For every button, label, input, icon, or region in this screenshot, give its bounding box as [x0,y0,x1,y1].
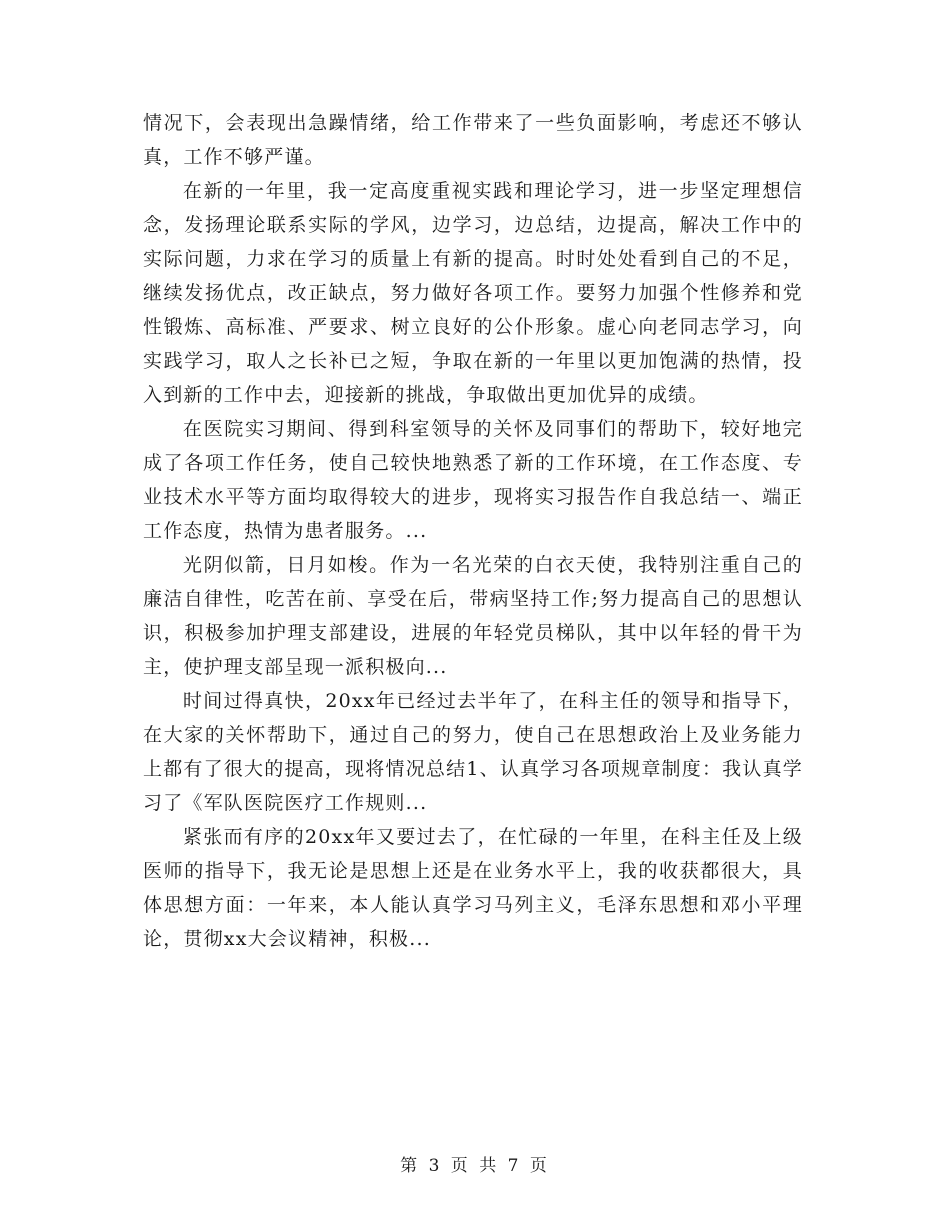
page-number-footer: 第 3 页 共 7 页 [400,1156,550,1176]
paragraph: 时间过得真快，20xx年已经过去半年了，在科主任的领导和指导下，在大家的关怀帮助下，通过自己的努力，使自己在思想政治上及业务能力上都有了很大的提高，现将情况总结1、认真学习各项规章制度：我认真学习了《军队医院医疗工作规则... [143,690,803,814]
paragraph: 在医院实习期间、得到科室领导的关怀及同事们的帮助下，较好地完成了各项工作任务，使自己较快地熟悉了新的工作环境，在工作态度、专业技术水平等方面均取得较大的进步，现将实习报告作自我总结一、端正工作态度，热情为患者服务。... [143,418,803,542]
paragraph: 在新的一年里，我一定高度重视实践和理论学习，进一步坚定理想信念，发扬理论联系实际的学风，边学习，边总结，边提高，解决工作中的实际问题，力求在学习的质量上有新的提高。时时处处看到自己的不足，继续发扬优点，改正缺点，努力做好各项工作。要努力加强个性修养和党性锻炼、高标准、严要求、树立良好的公仆形象。虚心向老同志学习，向实践学习，取人之长补已之短，争取在新的一年里以更加饱满的热情，投入到新的工作中去，迎接新的挑战，争取做出更加优异的成绩。 [143,180,803,406]
document-body [143,106,803,956]
paragraph: 紧张而有序的20xx年又要过去了，在忙碌的一年里，在科主任及上级医师的指导下，我无论是思想上还是在业务水平上，我的收获都很大，具体思想方面：一年来，本人能认真学习马列主义，毛泽东思想和邓小平理论，贯彻xx大会议精神，积极... [143,826,803,950]
paragraph-continuation: 情况下，会表现出急躁情绪，给工作带来了一些负面影响，考虑还不够认真，工作不够严谨。 [143,112,803,168]
paragraph: 光阴似箭，日月如梭。作为一名光荣的白衣天使，我特别注重自己的廉洁自律性，吃苦在前、享受在后，带病坚持工作;努力提高自己的思想认识，积极参加护理支部建设，进展的年轻党员梯队，其中以年轻的骨干为主，使护理支部呈现一派积极向... [143,554,803,678]
